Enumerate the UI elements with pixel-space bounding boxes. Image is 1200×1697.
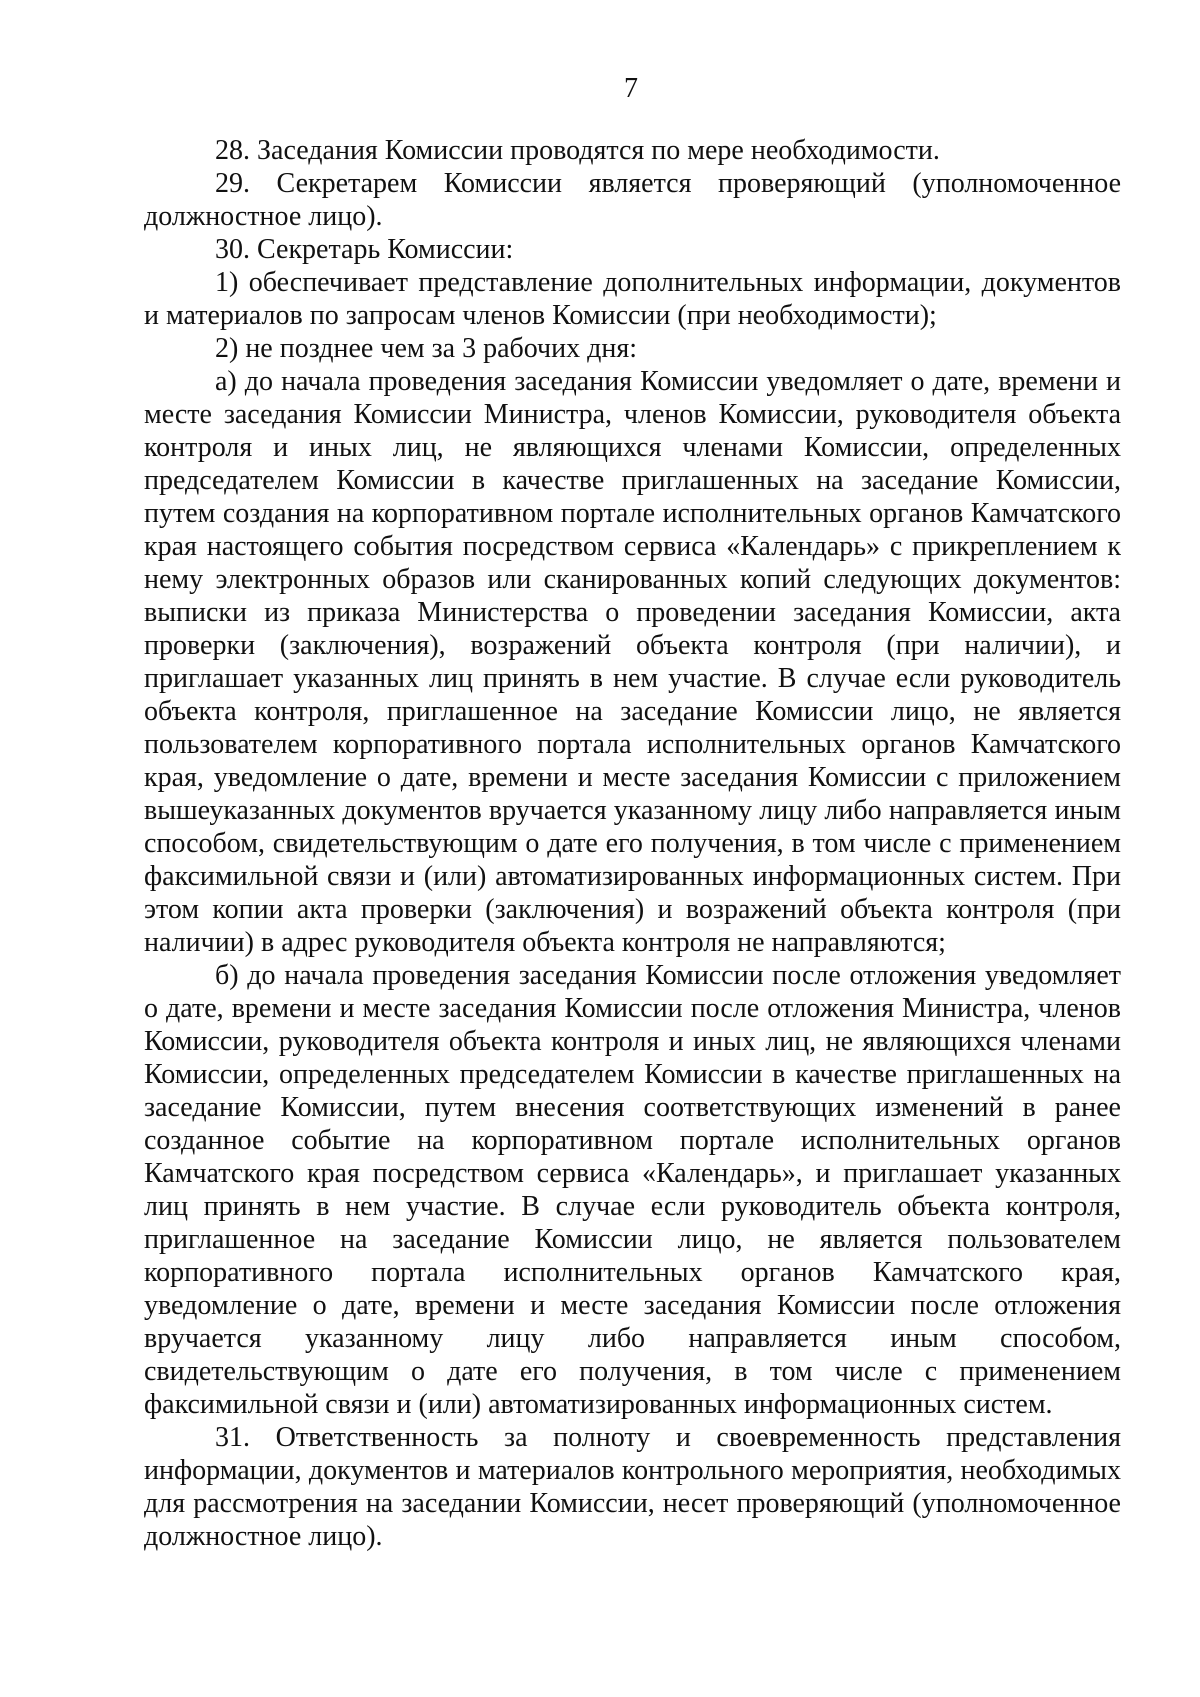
paragraph-29: 29. Секретарем Комиссии является проверяющий (уполномоченное должностное лицо). [144, 168, 1121, 232]
paragraph-30-item-2b: б) до начала проведения заседания Комиссии после отложения уведомляет о дате, времени и месте заседания Комиссии после отложения Министра, членов Комиссии, руководителя объекта контроля и иных лиц, не являющихся членами Комиссии, определенных председателем Комиссии в качестве приглашенных на заседание Комиссии, путем внесения соответствующих изменений в ранее созданное событие на корпоративном портале исполнительных органов Камчатского края посредством сервиса «Календарь», и приглашает указанных лиц принять в нем участие. В случае если руководитель объекта контроля, приглашенное на заседание Комиссии лицо, не является пользователем корпоративного портала исполнительных органов Камчатского края, уведомление о дате, времени и месте заседания Комиссии после отложения вручается указанному лицу либо направляется иным способом, свидетельствующим о дате его получения, в том числе с применением факсимильной связи и (или) автоматизированных информационных систем. [144, 960, 1121, 1420]
paragraph-30-item-2a: а) до начала проведения заседания Комиссии уведомляет о дате, времени и месте заседания Комиссии Министра, членов Комиссии, руководителя объекта контроля и иных лиц, не являющихся членами Комиссии, определенных председателем Комиссии в качестве приглашенных на заседание Комиссии, путем создания на корпоративном портале исполнительных органов Камчатского края настоящего события посредством сервиса «Календарь» с прикреплением к нему электронных образов или сканированных копий следующих документов: выписки из приказа Министерства о проведении заседания Комиссии, акта проверки (заключения), возражений объекта контроля (при наличии), и приглашает указанных лиц принять в нем участие. В случае если руководитель объекта контроля, приглашенное на заседание Комиссии лицо, не является пользователем корпоративного портала исполнительных органов Камчатского края, уведомление о дате, времени и месте заседания Комиссии с приложением вышеуказанных документов вручается указанному лицу либо направляется иным способом, свидетельствующим о дате его получения, в том числе с применением факсимильной связи и (или) автоматизированных информационных систем. При этом копии акта проверки (заключения) и возражений объекта контроля (при наличии) в адрес руководителя объекта контроля не направляются; [144, 366, 1121, 958]
paragraph-28: 28. Заседания Комиссии проводятся по мере необходимости. [215, 135, 940, 166]
paragraph-30-item-2: 2) не позднее чем за 3 рабочих дня: [215, 333, 637, 364]
paragraph-30-item-1: 1) обеспечивает представление дополнительных информации, документов и материалов по запросам членов Комиссии (при необходимости); [144, 267, 1121, 331]
page-number: 7 [624, 73, 638, 104]
paragraph-31: 31. Ответственность за полноту и своевременность представления информации, документов и материалов контрольного мероприятия, необходимых для рассмотрения на заседании Комиссии, несет проверяющий (уполномоченное должностное лицо). [144, 1422, 1121, 1552]
paragraph-30: 30. Секретарь Комиссии: [215, 234, 514, 265]
document-body [144, 134, 1121, 1553]
